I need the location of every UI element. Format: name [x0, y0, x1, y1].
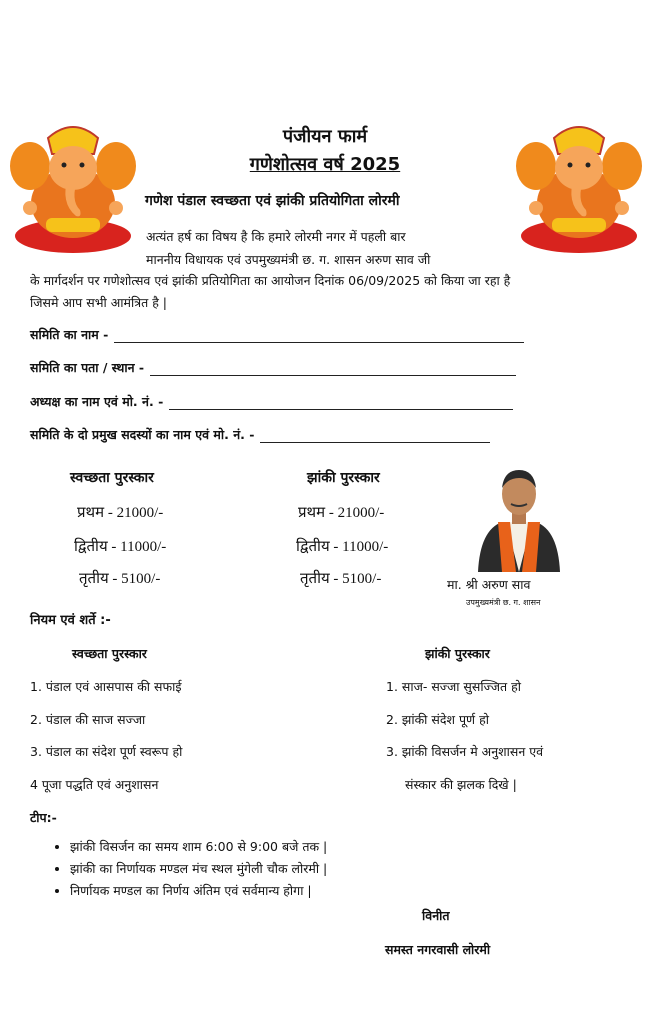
cleanliness-prize-first: प्रथम - 21000/-	[77, 505, 164, 521]
rules-cleanliness-item: 2. पंडाल की साज सज्जा	[30, 712, 146, 727]
tip-item: • झांकी का निर्णायक मण्डल मंच स्थल मुंगेली चौक लोरमी |	[70, 860, 327, 877]
rules-tableau-heading: झांकी पुरस्कार	[425, 646, 490, 661]
tips-heading: टीप:-	[30, 810, 57, 825]
committee-name-blank[interactable]	[114, 330, 524, 343]
tableau-prize-first: प्रथम - 21000/-	[298, 505, 385, 521]
committee-name-label: समिति का नाम -	[30, 327, 109, 342]
cleanliness-prize-heading: स्वच्छता पुरस्कार	[70, 470, 154, 486]
intro-line-4: जिसमे आप सभी आमंत्रित है |	[30, 295, 168, 310]
members-blank[interactable]	[260, 430, 490, 443]
rules-tableau-item: संस्कार की झलक दिखे |	[405, 777, 517, 792]
rules-cleanliness-heading: स्वच्छता पुरस्कार	[72, 646, 147, 661]
leader-name: मा. श्री अरुण साव	[447, 577, 531, 592]
form-subtitle: गणेशोत्सव वर्ष 2025	[249, 154, 401, 175]
members-label: समिति के दो प्रमुख सदस्यों का नाम एवं मो. नं. -	[30, 427, 255, 442]
tableau-prize-second: द्वितीय - 11000/-	[296, 539, 389, 555]
intro-line-1: अत्यंत हर्ष का विषय है कि हमारे लोरमी नगर में पहली बार	[146, 229, 406, 244]
members-field	[30, 426, 490, 443]
leader-title: उपमुख्यमंत्री छ. ग. शासन	[466, 598, 541, 607]
rules-cleanliness-item: 4 पूजा पद्धति एवं अनुशासन	[30, 777, 159, 792]
tableau-prize-third: तृतीय - 5100/-	[300, 571, 382, 587]
rules-tableau-item: 3. झांकी विसर्जन मे अनुशासन एवं	[386, 744, 544, 759]
tips-list	[50, 838, 327, 904]
closing-text: विनीत	[422, 908, 450, 923]
rules-cleanliness-item: 1. पंडाल एवं आसपास की सफाई	[30, 679, 182, 694]
committee-address-blank[interactable]	[150, 363, 516, 376]
rules-tableau-item: 1. साज- सज्जा सुसज्जित हो	[386, 679, 521, 694]
president-field	[30, 393, 513, 410]
tip-item: • निर्णायक मण्डल का निर्णय अंतिम एवं सर्वमान्य होगा |	[70, 882, 327, 899]
rules-tableau-item: 2. झांकी संदेश पूर्ण हो	[386, 712, 489, 727]
intro-line-2: माननीय विधायक एवं उपमुख्यमंत्री छ. ग. शासन अरुण साव जी	[146, 252, 431, 267]
rules-heading: नियम एवं शर्ते :-	[30, 613, 111, 628]
committee-name-field	[30, 326, 524, 343]
cleanliness-prize-second: द्वितीय - 11000/-	[74, 539, 167, 555]
tableau-prize-heading: झांकी पुरस्कार	[307, 470, 380, 486]
form-title: पंजीयन फार्म	[282, 126, 368, 147]
rules-cleanliness-item: 3. पंडाल का संदेश पूर्ण स्वरूप हो	[30, 744, 183, 759]
tip-item: • झांकी विसर्जन का समय शाम 6:00 से 9:00 बजे तक |	[70, 838, 327, 855]
committee-address-label: समिति का पता / स्थान -	[30, 360, 145, 375]
intro-line-3: के मार्गदर्शन पर गणेशोत्सव एवं झांकी प्रतियोगिता का आयोजन दिनांक 06/09/2025 को किया जा रहा है	[30, 273, 511, 288]
committee-address-field	[30, 359, 516, 376]
president-label: अध्यक्ष का नाम एवं मो. नं. -	[30, 394, 164, 409]
event-title: गणेश पंडाल स्वच्छता एवं झांकी प्रतियोगिता लोरमी	[145, 193, 400, 209]
president-blank[interactable]	[169, 397, 513, 410]
cleanliness-prize-third: तृतीय - 5100/-	[79, 571, 161, 587]
signature: समस्त नगरवासी लोरमी	[385, 942, 491, 957]
leader-photo	[472, 458, 566, 572]
